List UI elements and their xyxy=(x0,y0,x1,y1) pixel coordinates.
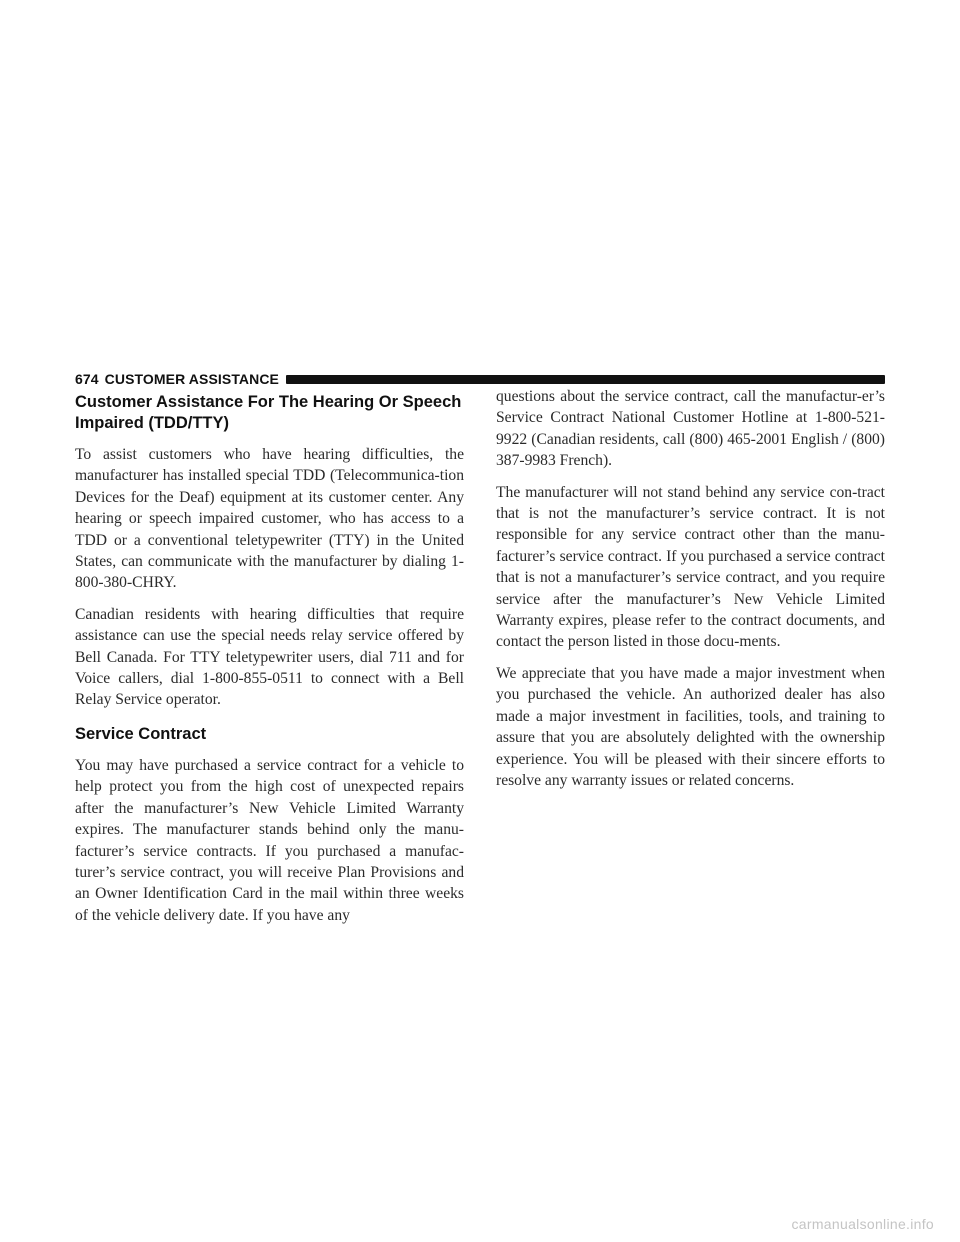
section-title: CUSTOMER ASSISTANCE xyxy=(104,371,279,387)
watermark-text: carmanualsonline.info xyxy=(791,1216,934,1232)
paragraph-tdd-intro: To assist customers who have hearing difficulties, the manufacturer has installed special TDD (Telecommunica-tion Devices for the Deaf) equipment at its customer center. Any hearing or speech impaired customer, who has access to a TDD or a conventional teletypewriter (TTY) in the United States, can communicate with the manufacturer by dialing 1-800-380-CHRY. xyxy=(75,446,464,592)
paragraph-canadian-relay: Canadian residents with hearing difficulties that require assistance can use the special needs relay service offered by Bell Canada. For TTY teletypewriter users, dial 711 and for Voice callers, dial 1-800-855-0511 to connect with a Bell Relay Service operator. xyxy=(75,605,464,709)
header-rule xyxy=(286,375,885,384)
page-number: 674 xyxy=(75,371,99,387)
paragraph-contract-questions: questions about the service contract, call the manufactur-er’s Service Contract National Customer Hotline at 1-800-521-9922 (Canadian residents, call (800) 465-2001 English / (800) 387-9983 French). xyxy=(496,388,885,470)
right-column xyxy=(496,386,885,801)
left-column xyxy=(75,392,464,936)
heading-tdd-tty: Customer Assistance For The Hearing Or Speech Impaired (TDD/TTY) xyxy=(75,393,462,432)
paragraph-service-contract: You may have purchased a service contract for a vehicle to help protect you from the high cost of unexpected repairs after the manufacturer’s New Vehicle Limited Warranty expires. The manufacturer stands behind only the manu-facturer’s service contracts. If you purchased a manufac-turer’s service contract, you will receive Plan Provisions and an Owner Identification Card in the mail within three weeks of the vehicle delivery date. If you have any xyxy=(75,756,464,924)
paragraph-appreciation: We appreciate that you have made a major investment when you purchased the vehicle. An authorized dealer has also made a major investment in facilities, tools, and training to assure that you are absolutely delighted with the ownership experience. You will be pleased with their sincere efforts to resolve any warranty issues or related concerns. xyxy=(496,664,885,789)
paragraph-non-manufacturer-contract: The manufacturer will not stand behind any service con-tract that is not the manufacturer’s service contract. It is not responsible for any service contract other than the manu-facturer’s service contract. If you purchased a service contract that is not a manufacturer’s service contract, and you require service after the manufacturer’s New Vehicle Limited Warranty expires, please refer to the contract documents, and contact the person listed in those docu-ments. xyxy=(496,483,885,651)
heading-service-contract: Service Contract xyxy=(75,724,207,743)
header-label xyxy=(75,371,279,387)
page-header xyxy=(75,371,885,387)
